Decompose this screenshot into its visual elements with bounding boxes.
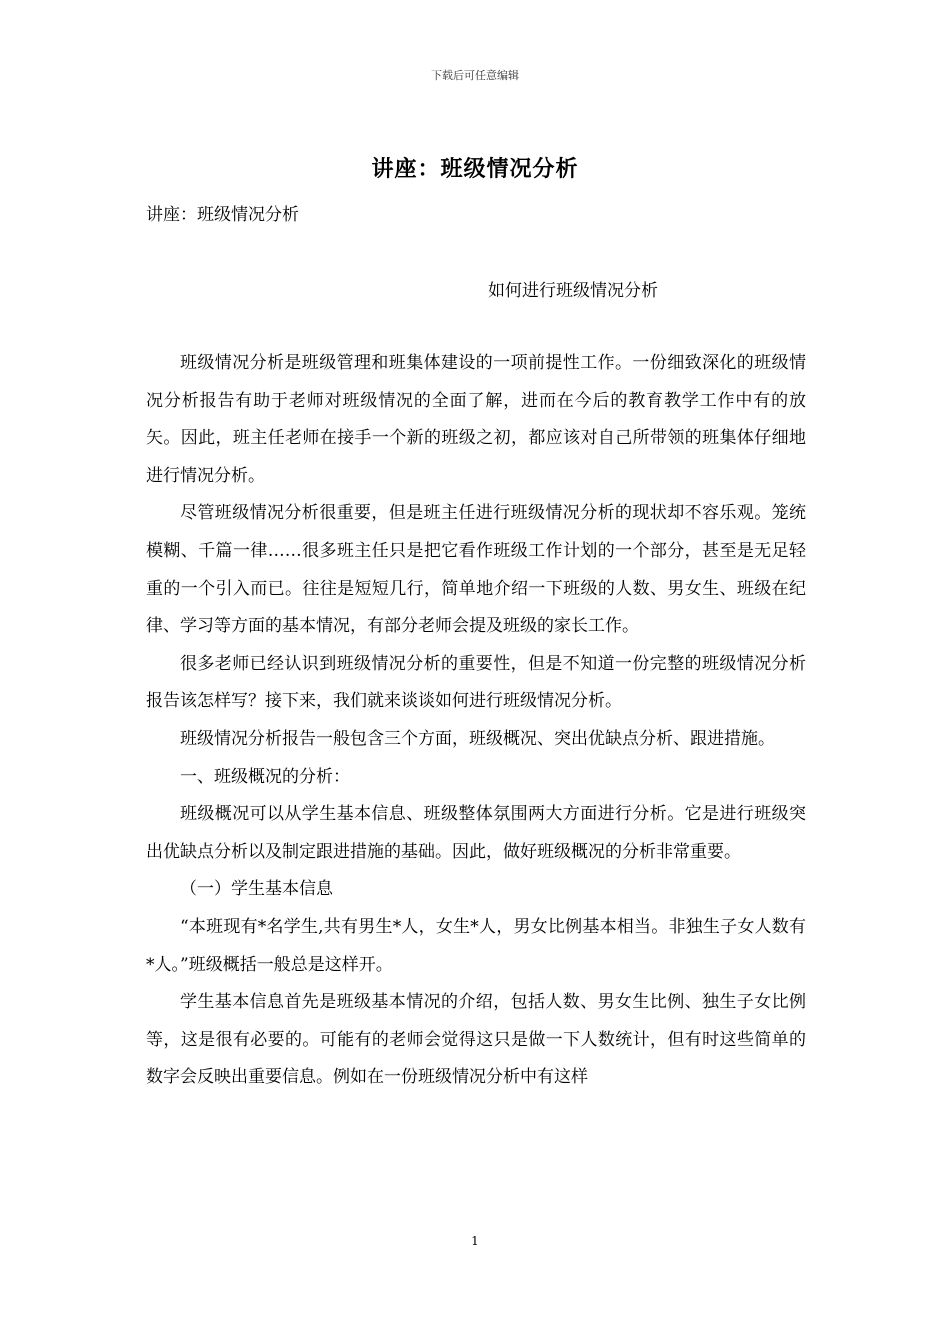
paragraph: 很多老师已经认识到班级情况分析的重要性，但是不知道一份完整的班级情况分析报告该怎样写？接下来，我们就来谈谈如何进行班级情况分析。 (146, 653, 806, 712)
paragraph: “本班现有*名学生,共有男生*人，女生*人，男女比例基本相当。非独生子女人数有*人。”班级概括一般总是这样开。 (146, 916, 806, 975)
document-subtitle: 讲座：班级情况分析 (146, 205, 299, 225)
subsection-title: （一）学生基本信息 (180, 879, 333, 900)
paragraph: 班级情况分析是班级管理和班集体建设的一项前提性工作。一份细致深化的班级情况分析报告有助于老师对班级情况的全面了解，进而在今后的教育教学工作中有的放矢。因此，班主任老师在接手一个新的班级之初，都应该对自己所带领的班集体仔细地进行情况分析。 (146, 353, 806, 486)
document-body (146, 345, 806, 1097)
section-heading: 如何进行班级情况分析 (488, 281, 658, 301)
paragraph: 班级概况可以从学生基本信息、班级整体氛围两大方面进行分析。它是进行班级突出优缺点分析以及制定跟进措施的基础。因此，做好班级概况的分析非常重要。 (146, 804, 806, 862)
paragraph: 尽管班级情况分析很重要，但是班主任进行班级情况分析的现状却不容乐观。笼统模糊、千篇一律……很多班主任只是把它看作班级工作计划的一个部分，甚至是无足轻重的一个引入而已。往往是短短几行，简单地介绍一下班级的人数、男女生、班级在纪律、学习等方面的基本情况，有部分老师会提及班级的家长工作。 (146, 503, 806, 637)
page-number: 1 (471, 1234, 479, 1248)
page-header: 下载后可任意编辑 (431, 69, 519, 82)
document-title: 讲座：班级情况分析 (371, 156, 579, 182)
paragraph: 学生基本信息首先是班级基本情况的介绍，包括人数、男女生比例、独生子女比例等，这是很有必要的。可能有的老师会觉得这只是做一下人数统计，但有时这些简单的数字会反映出重要信息。例如在一份班级情况分析中有这样 (146, 992, 806, 1088)
section-title: 一、班级概况的分析： (180, 766, 350, 787)
paragraph: 班级情况分析报告一般包含三个方面，班级概况、突出优缺点分析、跟进措施。 (180, 728, 775, 749)
